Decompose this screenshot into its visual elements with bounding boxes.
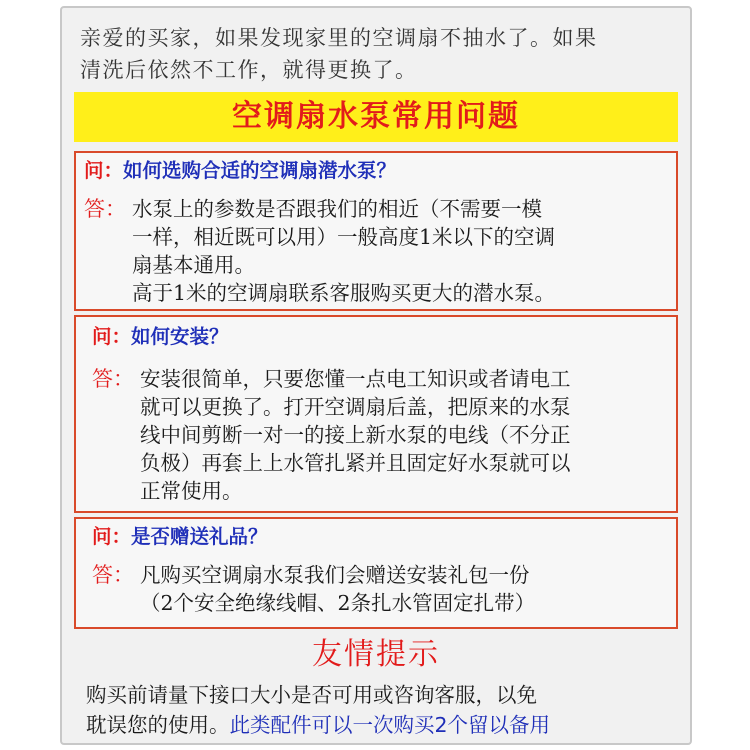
answer-line: 就可以更换了。打开空调扇后盖，把原来的水泵 [140,395,571,419]
intro-line-1: 亲爱的买家，如果发现家里的空调扇不抽水了。如果 [80,26,598,50]
question-text: 是否赠送礼品？ [131,525,268,548]
faq-answer [140,365,680,505]
faq-item-install [74,315,678,513]
intro-line-2: 清洗后依然不工作，就得更换了。 [80,58,418,82]
tip-title: 友情提示 [312,637,440,672]
faq-question [92,323,229,351]
faq-answer [132,195,672,307]
tip-highlight-text: 此类配件可以一次购买2个留以备用 [229,713,551,737]
answer-line: 线中间剪断一对一的接上新水泵的电线（不分正 [140,423,571,447]
question-label: 问： [92,325,132,348]
question-label: 问： [92,525,132,548]
answer-line: 正常使用。 [140,479,243,503]
tip-line-1: 购买前请量下接口大小是否可用或咨询客服，以免 [86,683,537,707]
answer-line: 高于1米的空调扇联系客服购买更大的潜水泵。 [132,281,556,305]
answer-label: 答： [84,197,126,221]
answer-line: 一样，相近既可以用）一般高度1米以下的空调 [132,225,556,249]
faq-item-gift [74,517,678,629]
answer-line: 安装很简单，只要您懂一点电工知识或者请电工 [140,367,571,391]
answer-label: 答： [92,563,134,587]
tip-text [86,680,686,740]
answer-line: 扇基本通用。 [132,253,255,277]
question-text: 如何安装？ [131,325,229,348]
tip-line-2 [86,710,686,740]
question-label: 问： [84,159,124,182]
answer-line: 负极）再套上上水管扎紧并且固定好水泵就可以 [140,451,571,475]
answer-label: 答： [92,367,134,391]
intro-text [80,22,680,86]
faq-banner-title: 空调扇水泵常用问题 [74,92,678,142]
faq-item-choose-pump [74,151,678,311]
answer-line: 水泵上的参数是否跟我们的相近（不需要一模 [132,197,542,221]
product-info-card [60,6,692,745]
faq-answer [140,561,680,617]
tip-line-2-text: 耽误您的使用。 [86,713,230,737]
answer-line: 凡购买空调扇水泵我们会赠送安装礼包一份 [140,563,530,587]
question-text: 如何选购合适的空调扇潜水泵？ [123,159,397,182]
faq-question [92,523,268,551]
faq-question [84,157,396,185]
answer-line: （2个安全绝缘线帽、2条扎水管固定扎带） [140,591,536,615]
